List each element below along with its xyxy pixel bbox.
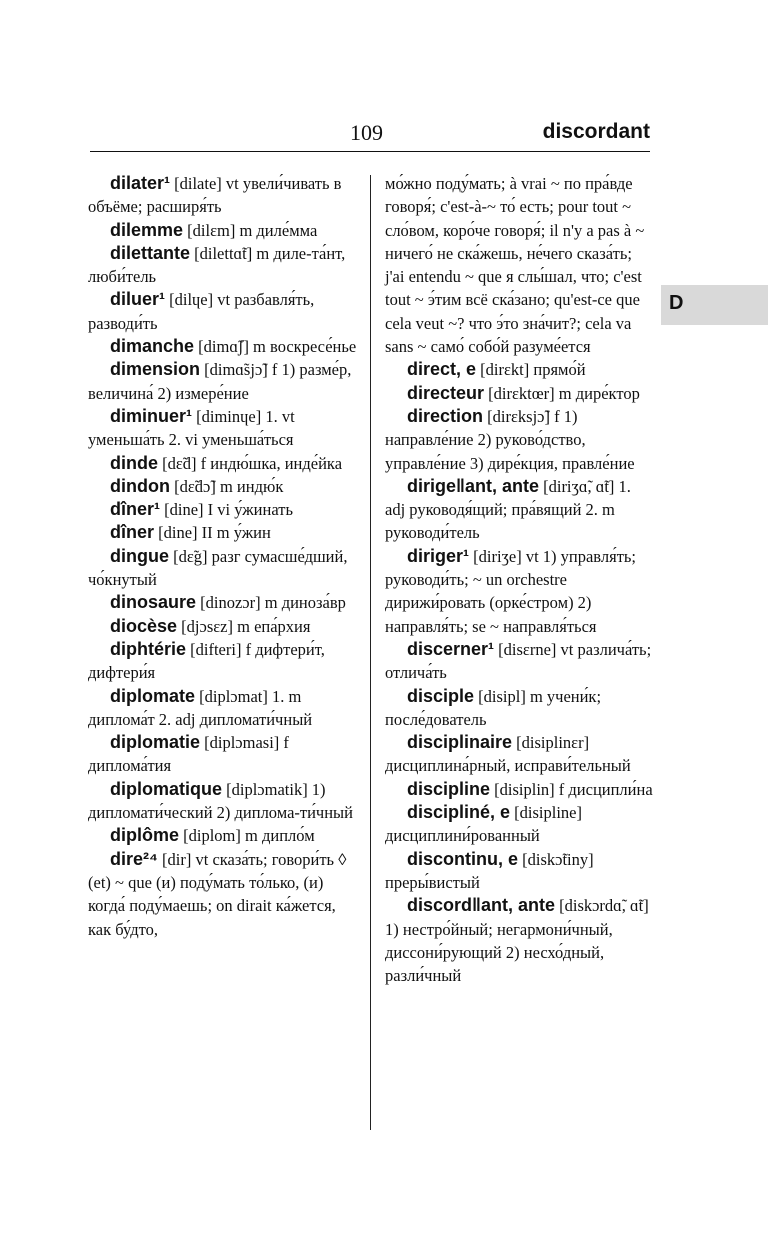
column-divider — [370, 175, 371, 1130]
entry-headword: dirige‖ant, ante — [407, 475, 539, 496]
entry-headword: discontinu, e — [407, 848, 519, 869]
entry-headword: disciple — [407, 685, 475, 706]
entry-headword: dîner¹ — [110, 499, 161, 520]
entry-headword: discerner¹ — [407, 638, 495, 659]
dictionary-entry — [385, 778, 655, 801]
dictionary-entry — [385, 172, 655, 358]
entry-headword: dilettante — [110, 242, 191, 263]
dictionary-entry — [88, 848, 358, 941]
dictionary-entry — [88, 405, 358, 452]
dictionary-entry — [88, 335, 358, 358]
dictionary-entry — [88, 731, 358, 778]
entry-headword: discipliné, e — [407, 802, 511, 823]
entry-headword: dire²⁴ — [110, 848, 158, 869]
entry-definition: [diplɔmatik] 1) дипломати́ческий 2) диплома-ти́чный — [88, 779, 353, 823]
entry-headword: diplomatie — [110, 732, 201, 753]
entry-definition: [diriʒɑ̃, ɑ̃t] 1. adj руководя́щий; пра́вящий 2. m руководи́тель — [385, 476, 631, 543]
dictionary-entry — [385, 405, 655, 475]
entry-definition: [diriʒe] vt 1) управля́ть; руководи́ть; ~ un orchestre дирижи́ровать (орке́стром) 2) направля́ть; se ~ направля́ться — [385, 546, 637, 636]
dictionary-entry — [88, 358, 358, 405]
header-rule — [90, 151, 650, 152]
entry-definition: [djɔsɛz] m епа́рхия — [181, 616, 311, 636]
running-head: discordant — [542, 120, 650, 143]
dictionary-entry — [385, 731, 655, 778]
entry-headword: discord‖ant, ante — [407, 895, 555, 916]
dictionary-entry — [88, 545, 358, 592]
right-column — [385, 172, 655, 987]
entry-headword: diminuer¹ — [110, 405, 193, 426]
entry-headword: dîner — [110, 522, 155, 543]
entry-definition: [dimɑ̃sjɔ̃] f 1) разме́р, величина́ 2) измере́ние — [88, 360, 352, 403]
entry-definition: [dilate] vt увели́чивать в объёме; расширя́ть — [88, 174, 342, 217]
dictionary-entry — [88, 685, 358, 732]
dictionary-entry — [88, 778, 358, 825]
entry-headword: direction — [407, 405, 484, 426]
entry-definition: [dirɛktœr] m дире́ктор — [488, 383, 640, 403]
dictionary-entry — [88, 475, 358, 498]
dictionary-entry — [88, 591, 358, 614]
entry-definition: [diskɔ̃tiny] преры́вистый — [385, 849, 594, 892]
dictionary-entry — [385, 638, 655, 685]
entry-headword: diluer¹ — [110, 289, 166, 310]
entry-definition: [disipl] m учени́к; после́дователь — [385, 686, 602, 729]
dictionary-entry — [385, 382, 655, 405]
entry-definition: [dilettɑ̃t] m диле-та́нт, люби́тель — [88, 243, 346, 287]
dictionary-entry — [88, 824, 358, 847]
entry-definition: [diplɔmat] 1. m диплома́т 2. adj дипломати́чный — [88, 686, 313, 729]
dictionary-entry — [88, 498, 358, 521]
entry-definition: [dɛ̃g] разг сумасше́дший, чо́кнутый — [88, 546, 348, 590]
entry-definition: [disɛrne] vt различа́ть; отлича́ть — [385, 639, 652, 683]
entry-definition: мо́жно поду́мать; à vrai ~ по пра́вде говоря́; c'est-à-~ то́ есть; pour tout ~ сло́вом, коро́че говоря́; il n'y a pas à ~ ничего́ не ска́жешь, не́чего сказа́ть; j'ai entendu ~ que я слы́шал, что; c'est tout ~ э́тим всё ска́зано; qu'est-ce que cela veut ~? что э́то зна́чит?; cela va sans ~ само́ собо́й разуме́ется — [385, 174, 645, 357]
page-number: 109 — [350, 120, 383, 145]
entry-definition: [dɛ̃dɔ̃] m индю́к — [174, 476, 284, 496]
entry-definition: [disiplin] f дисципли́на — [494, 779, 653, 799]
dictionary-entry — [385, 848, 655, 895]
entry-definition: [dɛ̃d] f индю́шка, инде́йка — [162, 453, 343, 473]
entry-headword: dindon — [110, 475, 170, 496]
entry-headword: diplomate — [110, 685, 196, 706]
entry-definition: [diskɔrdɑ̃, ɑ̃t] 1) нестро́йный; негармони́чный, диссони́рующий 2) несхо́дный, разли́чный — [385, 896, 649, 986]
page-header — [90, 118, 650, 152]
entry-definition: [dinozɔr] m диноза́вр — [200, 593, 346, 613]
entry-definition: [dilɥe] vt разбавля́ть, разводи́ть — [88, 290, 315, 333]
entry-headword: directeur — [407, 382, 485, 403]
entry-definition: [dine] I vi у́жинать — [164, 500, 293, 520]
tab-letter: D — [669, 292, 684, 314]
dictionary-entry — [385, 475, 655, 545]
entry-headword: dinde — [110, 452, 158, 473]
entry-definition: [dilɛm] m диле́мма — [187, 220, 318, 240]
dictionary-entry — [385, 685, 655, 732]
entry-definition: [disiplinɛr] дисциплина́рный, исправи́тельный — [385, 733, 631, 776]
alphabet-tab — [661, 285, 768, 325]
entry-definition: [dir] vt сказа́ть; говори́ть ◊ (et) ~ que (и) поду́мать то́лько, (и) когда́ поду́маешь; on dirait ка́жется, как бу́дто, — [88, 849, 347, 939]
dictionary-entry — [385, 801, 655, 848]
dictionary-entry — [88, 172, 358, 219]
dictionary-entry — [88, 288, 358, 335]
left-column — [88, 172, 358, 941]
entry-definition: [disipline] дисциплини́рованный — [385, 803, 582, 846]
entry-definition: [dimɑ̃ʃ] m воскресе́нье — [198, 337, 357, 357]
dictionary-entry — [88, 242, 358, 289]
entry-headword: dingue — [110, 545, 169, 566]
dictionary-entry — [88, 615, 358, 638]
entry-headword: diphtérie — [110, 638, 187, 659]
entry-definition: [difteri] f дифтери́т, дифтери́я — [88, 639, 325, 683]
entry-definition: [dirɛksjɔ̃] f 1) направле́ние 2) руково́дство, управле́ние 3) дире́кция, правле́ние — [385, 406, 635, 473]
entry-headword: dilater¹ — [110, 173, 171, 193]
entry-headword: diriger¹ — [407, 545, 470, 566]
entry-headword: dimension — [110, 359, 201, 380]
entry-headword: diplôme — [110, 825, 180, 846]
dictionary-entry — [88, 219, 358, 242]
dictionary-entry — [88, 452, 358, 475]
entry-headword: diocèse — [110, 615, 178, 636]
entry-definition: [dirɛkt] прямо́й — [480, 360, 586, 380]
entry-definition: [diminɥe] 1. vt уменьша́ть 2. vi уменьша́ться — [88, 406, 295, 450]
dictionary-entry — [385, 894, 655, 987]
entry-definition: [diplɔmasi] f диплома́тия — [88, 733, 289, 776]
entry-headword: diplomatique — [110, 778, 222, 799]
dictionary-entry — [88, 638, 358, 685]
entry-definition: [diplom] m дипло́м — [183, 826, 315, 846]
dictionary-entry — [88, 521, 358, 544]
dictionary-entry — [385, 358, 655, 381]
entry-headword: dinosaure — [110, 592, 197, 613]
entry-headword: direct, e — [407, 359, 477, 380]
entry-headword: discipline — [407, 778, 491, 799]
entry-definition: [dine] II m у́жин — [158, 523, 271, 543]
entry-headword: dilemme — [110, 219, 184, 240]
dictionary-entry — [385, 545, 655, 638]
entry-headword: disciplinaire — [407, 732, 513, 753]
entry-headword: dimanche — [110, 336, 195, 357]
